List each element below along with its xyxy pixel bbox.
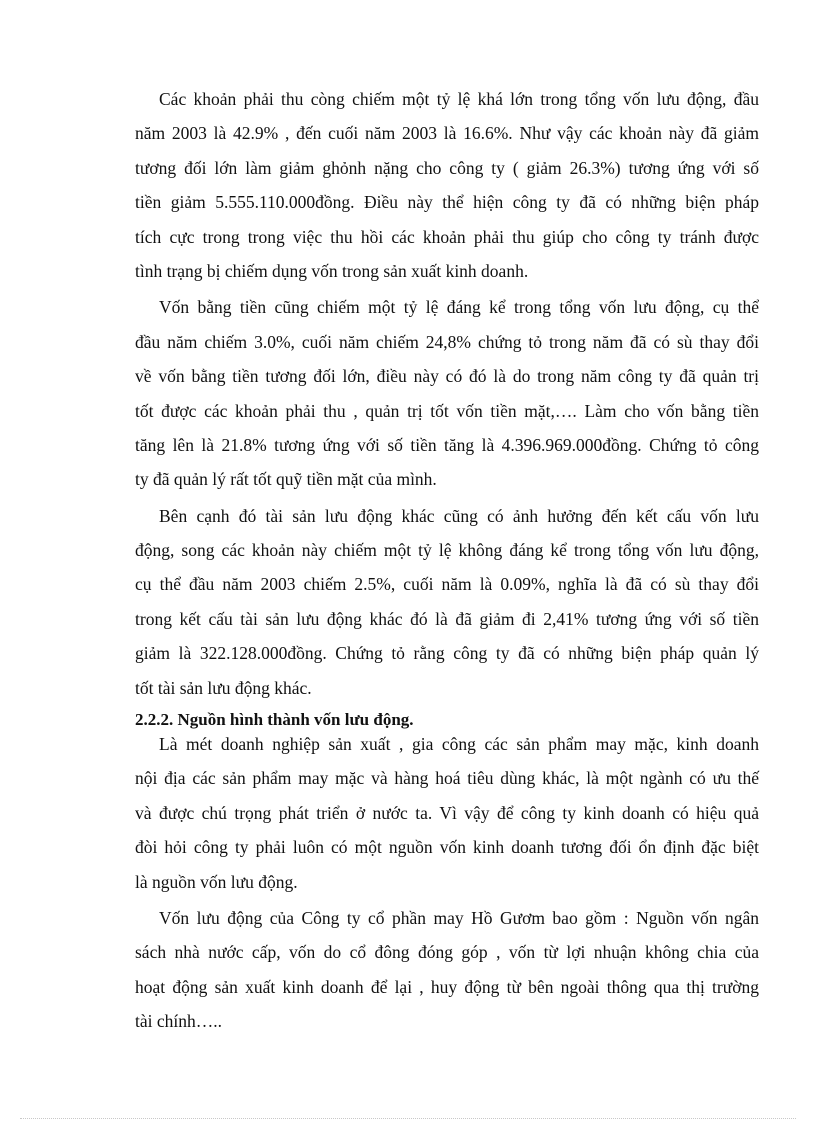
text-line: tiền giảm 5.555.110.000đồng. Điều này thể hiện công ty đã có những biện pháp [135,192,759,213]
text-line: tốt được các khoản phải thu , quản trị tốt vốn tiền mặt,…. Làm cho vốn bằng tiền [135,400,759,421]
text-line: Bên cạnh đó tài sản lưu động khác cũng có ảnh hưởng đến kết cấu vốn lưu [159,505,759,526]
text-line: Là mét doanh nghiệp sản xuất , gia công các sản phẩm may mặc, kinh doanh [159,734,759,755]
text-line: giảm là 322.128.000đồng. Chứng tỏ rằng công ty đã có những biện pháp quản lý [135,643,759,664]
text-line: nội địa các sản phẩm may mặc và hàng hoá tiêu dùng khác, là một ngành có ưu thế [135,768,759,789]
text-line: đầu năm chiếm 3.0%, cuối năm chiếm 24,8% chứng tỏ trong năm đã có sù thay đổi [135,331,759,352]
text-line: về vốn bằng tiền tương đối lớn, điều này có đó là do trong năm công ty đã quản trị [135,366,759,387]
paragraph-cash [135,290,759,496]
paragraph-other-assets [135,499,759,705]
text-line: sách nhà nước cấp, vốn do cổ đông đóng góp , vốn từ lợi nhuận không chia của [135,942,759,963]
text-line: tài chính….. [135,1011,222,1032]
text-line: tình trạng bị chiếm dụng vốn trong sản xuất kinh doanh. [135,260,529,281]
text-line: đòi hỏi công ty phải luôn có một nguồn vốn kinh doanh tương đối ổn định đặc biệt [135,837,759,858]
text-line: hoạt động sản xuất kinh doanh để lại , huy động từ bên ngoài thông qua thị trường [135,976,759,997]
text-line: tương đối lớn làm giảm ghỏnh nặng cho công ty ( giảm 26.3%) tương ứng với số [135,157,759,178]
text-line: tốt tài sản lưu động khác. [135,677,312,698]
text-line: trong kết cấu tài sản lưu động khác đó là đã giảm đi 2,41% tương ứng với số tiền [135,608,759,629]
text-line: ty đã quản lý rất tốt quỹ tiền mặt của mình. [135,469,437,490]
text-line: và được chú trọng phát triển ở nước ta. Vì vậy để công ty kinh doanh có hiệu quả [135,802,759,823]
text-line: Các khoản phải thu còng chiếm một tỷ lệ khá lớn trong tổng vốn lưu động, đầu [159,89,759,109]
paragraph-capital-sources [135,901,759,1039]
text-line: cụ thể đầu năm 2003 chiếm 2.5%, cuối năm là 0.09%, nghĩa là đã có sù thay đổi [135,574,759,595]
text-line: Vốn lưu động của Công ty cổ phần may Hồ Gươm bao gồm : Nguồn vốn ngân [159,907,759,928]
text-line: tích cực trong trong việc thu hồi các khoản phải thu giúp cho công ty tránh được [135,226,759,247]
section-heading: 2.2.2. Nguồn hình thành vốn lưu động. [135,710,414,730]
paragraph-enterprise [135,727,759,899]
document-page [135,82,759,1039]
text-line: tăng lên là 21.8% tương ứng với số tiền tăng là 4.396.969.000đồng. Chứng tỏ công [135,434,759,455]
text-line: Vốn bằng tiền cũng chiếm một tỷ lệ đáng kể trong tổng vốn lưu động, cụ thể [159,297,759,318]
text-line: là nguồn vốn lưu động. [135,871,298,892]
text-line: động, song các khoản này chiếm một tỷ lệ không đáng kể trong tổng vốn lưu động, [135,540,759,561]
page-bottom-divider [20,1118,796,1119]
paragraph-receivables [135,82,759,288]
text-line: năm 2003 là 42.9% , đến cuối năm 2003 là 16.6%. Như vậy các khoản này đã giảm [135,123,759,144]
